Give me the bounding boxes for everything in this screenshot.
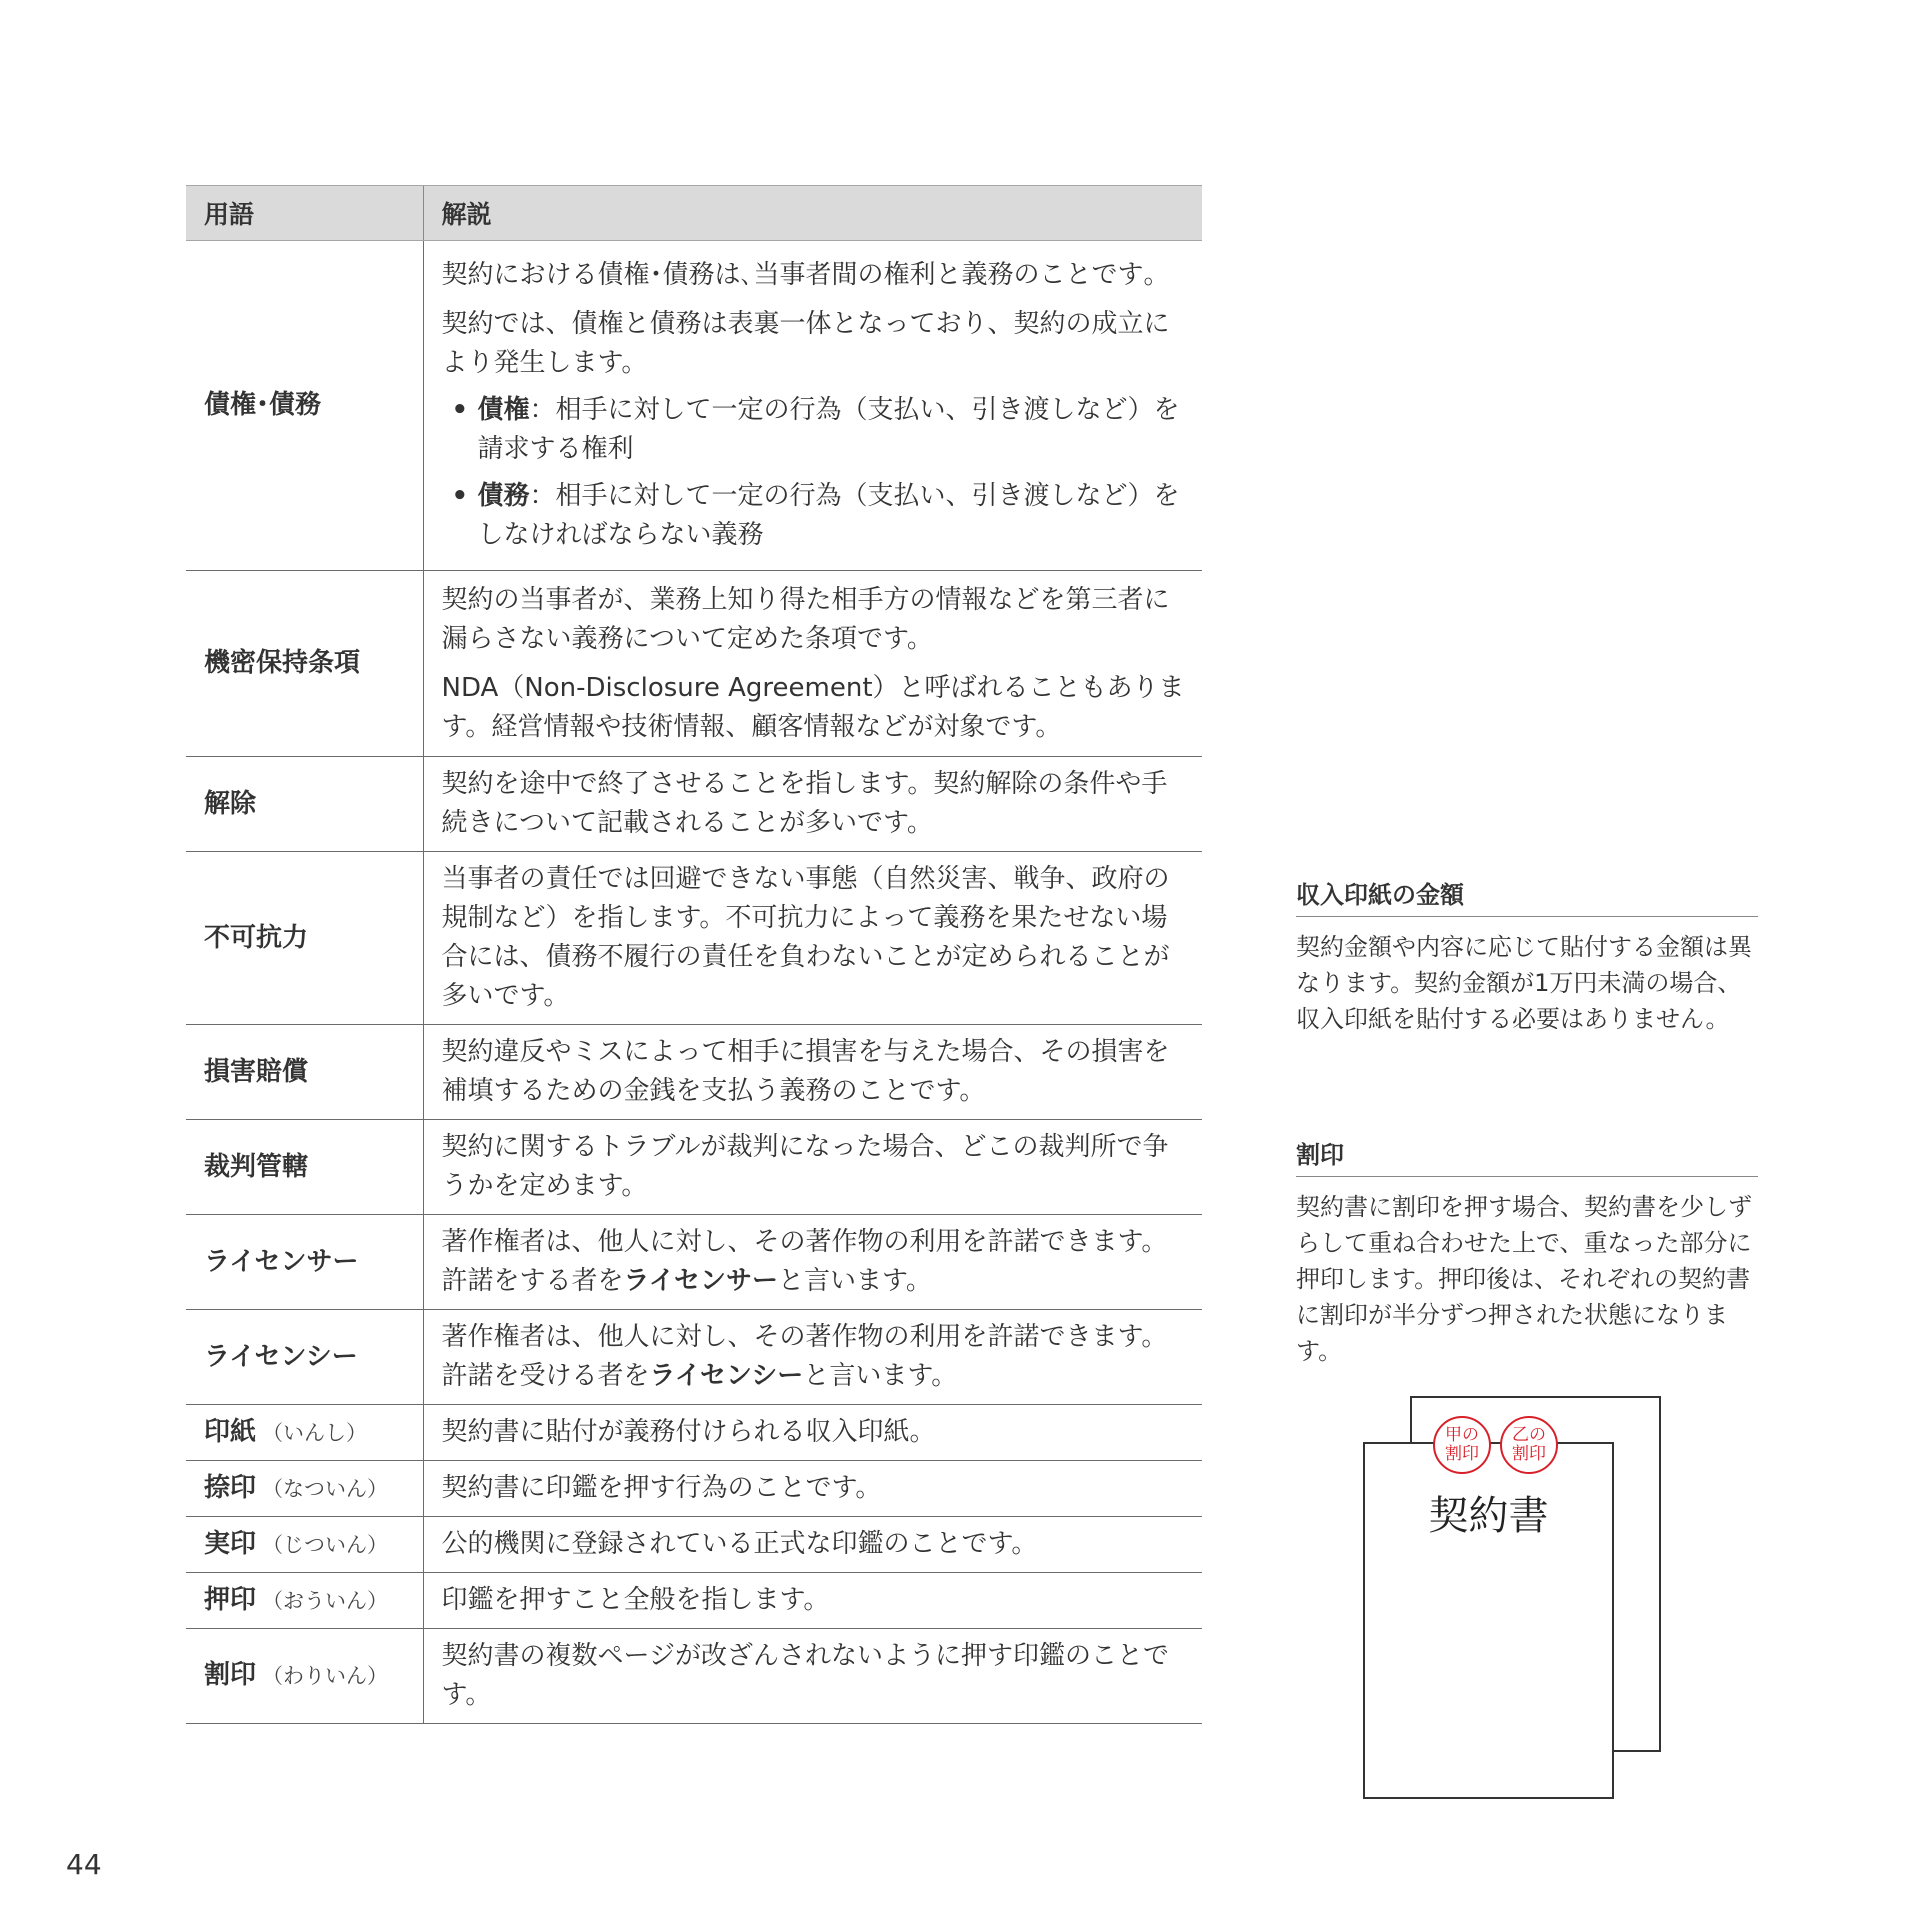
term-label: 印紙 [204, 1416, 257, 1447]
desc-line: 許諾をする者を [441, 1266, 624, 1296]
desc-paragraph: 契約の当事者が、業務上知り得た相手方の情報などを第三者に漏らさない義務について定めた条項です。 [441, 584, 1170, 654]
desc-cell [423, 241, 1202, 571]
table-row [186, 241, 1202, 571]
desc-cell: 印鑑を押すこと全般を指します。 [423, 1573, 1202, 1629]
term-cell: 債権･債務 [186, 241, 423, 571]
desc-cell: 契約書の複数ページが改ざんされないように押す印鑑のことです。 [423, 1629, 1202, 1724]
term-cell: ライセンサー [186, 1215, 423, 1310]
table-row [186, 1461, 1202, 1517]
table-header-row [186, 186, 1202, 241]
desc-paragraph [442, 1318, 1189, 1396]
seal-text: 甲の [1445, 1425, 1479, 1445]
term-reading: （わりいん） [262, 1664, 389, 1688]
table-row [186, 1405, 1202, 1461]
term-cell: 機密保持条項 [186, 571, 423, 757]
term-cell: 裁判管轄 [186, 1120, 423, 1215]
desc-cell [423, 1215, 1202, 1310]
desc-cell [423, 852, 1202, 1025]
term-reading: （いんし） [262, 1420, 368, 1445]
note-split-seal [1296, 1135, 1758, 1369]
list-item [442, 477, 1189, 555]
note-title: 割印 [1296, 1135, 1758, 1177]
note-body: 契約書に割印を押す場合、契約書を少しずらして重ね合わせた上で、重なった部分に押印します。押印後は、それぞれの契約書に割印が半分ずつ押された状態になります。 [1296, 1193, 1752, 1365]
note-body: 契約金額や内容に応じて貼付する金額は異なります。契約金額が1万円未満の場合、収入印紙を貼付する必要はありません。 [1296, 933, 1752, 1033]
desc-cell: 公的機関に登録されている正式な印鑑のことです。 [423, 1517, 1202, 1573]
table-row [186, 852, 1202, 1025]
list-item [442, 391, 1189, 469]
term-reading: （おういん） [262, 1588, 389, 1613]
term-cell [186, 1629, 423, 1724]
table-row [186, 757, 1202, 852]
seal-text: 乙の [1512, 1425, 1546, 1445]
term-cell: 不可抗力 [186, 852, 423, 1025]
page-number: 44 [66, 1848, 102, 1881]
desc-line: 著作権者は、他人に対し、その著作物の利用を許諾できます。 [441, 1227, 1168, 1257]
table-row [186, 571, 1202, 757]
desc-line: 著作権者は、他人に対し、その著作物の利用を許諾できます。 [441, 1322, 1168, 1352]
desc-paragraph: 当事者の責任では回避できない事態（自然災害、戦争、政府の規制など）を指します。不可抗力によって義務を果たせない場合には、債務不履行の責任を負わないことが定められることが多いです。 [441, 864, 1170, 1011]
term-label: 実印 [204, 1528, 257, 1559]
desc-cell [423, 1120, 1202, 1215]
header-desc: 解説 [423, 186, 1202, 241]
seal-text: 割印 [1445, 1444, 1479, 1464]
desc-line: 許諾を受ける者を [441, 1361, 650, 1391]
table-row [186, 1025, 1202, 1120]
term-cell: 解除 [186, 757, 423, 852]
desc-paragraph: 契約では、債権と債務は表裏一体となっており、契約の成立により発生します。 [441, 309, 1170, 378]
desc-paragraph: 契約を途中で終了させることを指します。契約解除の条件や手続きについて記載されることが多いです。 [441, 769, 1168, 838]
term-cell [186, 1517, 423, 1573]
term-label: 捺印 [204, 1472, 257, 1503]
table-row [186, 1517, 1202, 1573]
term-reading: （なついん） [262, 1476, 389, 1501]
desc-paragraph: 契約違反やミスによって相手に損害を与えた場合、その損害を補填するための金銭を支払う義務のことです。 [441, 1037, 1170, 1106]
emphasis-term: ライセンサー [623, 1266, 778, 1296]
term-reading: （じついん） [262, 1532, 389, 1557]
term-label: 割印 [204, 1660, 257, 1690]
note-stamp-amount [1296, 875, 1758, 1037]
desc-cell [423, 571, 1202, 757]
table-row [186, 1215, 1202, 1310]
contract-sheet-front [1363, 1442, 1614, 1799]
desc-line: と言います。 [777, 1266, 932, 1296]
bullet-list [442, 391, 1189, 555]
seal-b-icon [1500, 1416, 1558, 1474]
bullet-text: ：相手に対して一定の行為（支払い、引き渡しなど）を請求する権利 [477, 395, 1180, 464]
desc-cell [423, 1310, 1202, 1405]
term-cell [186, 1573, 423, 1629]
bullet-label: 債務 [477, 481, 530, 511]
desc-paragraph: 契約における債権･債務は､当事者間の権利と義務のことです｡ [441, 260, 1157, 290]
desc-cell: 契約書に貼付が義務付けられる収入印紙。 [423, 1405, 1202, 1461]
table-row [186, 1629, 1202, 1724]
table-row [186, 1573, 1202, 1629]
desc-paragraph [442, 1223, 1189, 1301]
split-seal-illustration [1360, 1396, 1670, 1806]
glossary-table [186, 185, 1202, 1724]
term-cell [186, 1461, 423, 1517]
desc-cell [423, 757, 1202, 852]
term-cell [186, 1405, 423, 1461]
seal-text: 割印 [1512, 1444, 1546, 1464]
contract-title: 契約書 [1428, 1493, 1549, 1539]
table-row [186, 1120, 1202, 1215]
term-label: 押印 [204, 1584, 257, 1615]
desc-paragraph: NDA（Non-Disclosure Agreement）と呼ばれることもあります。経営情報や技術情報、顧客情報などが対象です。 [441, 672, 1185, 742]
emphasis-term: ライセンシー [649, 1361, 804, 1391]
table-row [186, 1310, 1202, 1405]
bullet-text: ：相手に対して一定の行為（支払い、引き渡しなど）をしなければならない義務 [477, 481, 1180, 550]
header-term: 用語 [186, 186, 423, 241]
desc-line: と言います。 [803, 1361, 958, 1391]
bullet-label: 債権 [477, 395, 530, 425]
note-title: 収入印紙の金額 [1296, 875, 1758, 917]
desc-cell: 契約書に印鑑を押す行為のことです。 [423, 1461, 1202, 1517]
desc-paragraph: 契約に関するトラブルが裁判になった場合、どこの裁判所で争うかを定めます。 [441, 1132, 1169, 1201]
seal-a-icon [1433, 1416, 1491, 1474]
term-cell: 損害賠償 [186, 1025, 423, 1120]
desc-cell [423, 1025, 1202, 1120]
term-cell: ライセンシー [186, 1310, 423, 1405]
